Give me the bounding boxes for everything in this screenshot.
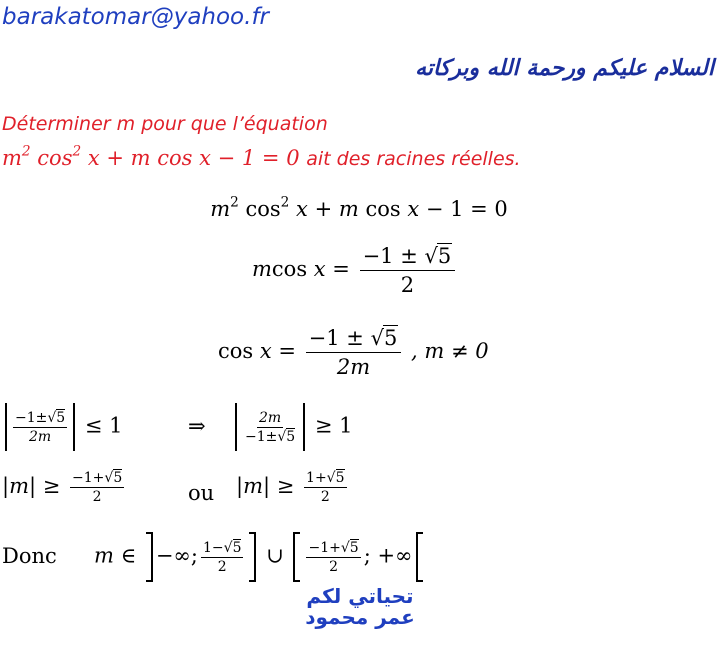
abs-condition-right: $\frac{2m}{-1\pm√5}$ ≥ 1 bbox=[232, 403, 353, 451]
problem-suffix: ait des racines réelles. bbox=[306, 148, 521, 170]
condition-m-nonzero: , m ≠ 0 bbox=[411, 339, 489, 363]
author-email: barakatomar@yahoo.fr bbox=[2, 4, 269, 30]
signature-line2: عمر محمود bbox=[305, 605, 415, 629]
abs-m-bound-2: |m| ≥ $\frac{1+√5}{2}$ bbox=[236, 470, 345, 505]
problem-statement-line1: Déterminer m pour que l’équation bbox=[2, 113, 328, 135]
fraction-cosx: $\frac{-1 \pm √5}{2m}$ bbox=[306, 326, 402, 379]
abs-m-bound-1: |m| ≥ $\frac{-1+√5}{2}$ bbox=[2, 470, 123, 505]
problem-statement-line2: $m^2$ $\cos^2 x + m$ cos x − 1 = 0 ait des racines réelles. bbox=[2, 143, 521, 170]
equation-main: $m^2$ $\cos^2 x + m$ cos x − 1 = 0 bbox=[210, 194, 508, 221]
arabic-signature bbox=[300, 586, 420, 628]
abs-condition-left: $\frac{-1\pm√5}{2m}$ ≤ 1 bbox=[2, 403, 123, 451]
solution-interval: m ∈ −∞; $\frac{1-√5}{2}$ ∪ $\frac{-1+√5}{2}$ ; +∞ bbox=[94, 532, 426, 582]
word-donc: Donc bbox=[2, 544, 57, 568]
equation-mcosx: mcos x = $\frac{-1 \pm √5}{2}$ bbox=[252, 244, 458, 297]
fraction-roots: $\frac{-1 \pm √5}{2}$ bbox=[360, 244, 456, 297]
word-ou: ou bbox=[188, 481, 215, 505]
implies-arrow: ⇒ bbox=[188, 414, 206, 438]
equation-cosx: cos x = $\frac{-1 \pm √5}{2m}$ , m ≠ 0 bbox=[218, 326, 489, 379]
arabic-greeting: السلام عليكم ورحمة الله وبركاته bbox=[415, 56, 714, 81]
signature-line1: تحياتي لكم bbox=[306, 584, 414, 608]
